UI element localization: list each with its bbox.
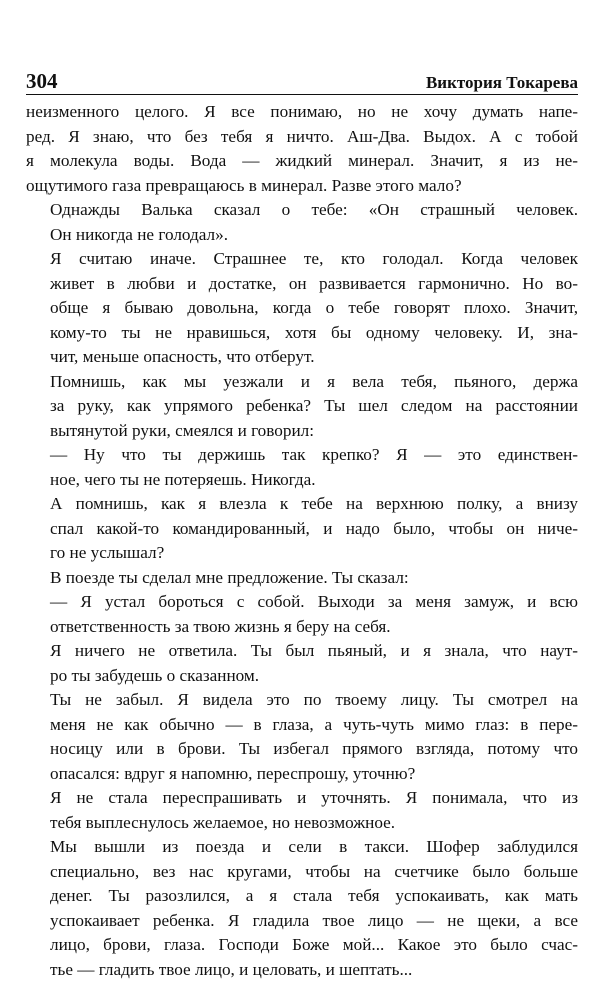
paragraph: [26, 198, 578, 247]
text-line: чит, меньше опасность, что отберут.: [26, 345, 578, 370]
text-line: — Я устал бороться с собой. Выходи за меня замуж, и всю: [26, 590, 578, 615]
text-line: кому-то ты не нравишься, хотя бы одному человеку. И, зна-: [26, 321, 578, 346]
text-line: лицо, брови, глаза. Господи Боже мой... Какое это было счас-: [26, 933, 578, 958]
text-line: Однажды Валька сказал о тебе: «Он страшный человек.: [26, 198, 578, 223]
running-head-author: Виктория Токарева: [426, 74, 578, 91]
text-line: Ты не забыл. Я видела это по твоему лицу. Ты смотрел на: [26, 688, 578, 713]
text-line: неизменного целого. Я все понимаю, но не хочу думать напе-: [26, 100, 578, 125]
paragraph: [26, 370, 578, 444]
text-line: я молекула воды. Вода — жидкий минерал. Значит, я из не-: [26, 149, 578, 174]
paragraph: [26, 786, 578, 835]
text-line: тье — гладить твое лицо, и целовать, и шептать...: [26, 958, 578, 982]
paragraph: [26, 492, 578, 566]
text-line: ро ты забудешь о сказанном.: [26, 664, 578, 689]
text-line: А помнишь, как я влезла к тебе на верхнюю полку, а внизу: [26, 492, 578, 517]
text-line: специально, вез нас кругами, чтобы на счетчике было больше: [26, 860, 578, 885]
paragraph: [26, 443, 578, 492]
book-page: [26, 64, 578, 982]
running-header: [26, 64, 578, 95]
text-line: обще я бываю довольна, когда о тебе говорят плохо. Значит,: [26, 296, 578, 321]
text-line: меня не как обычно — в глаза, а чуть-чуть мимо глаз: в пере-: [26, 713, 578, 738]
text-line: живет в любви и достатке, он развивается гармонично. Но во-: [26, 272, 578, 297]
paragraph: [26, 247, 578, 370]
paragraph: [26, 566, 578, 591]
paragraph: [26, 688, 578, 786]
text-line: Он никогда не голодал».: [26, 223, 578, 248]
text-line: ответственность за твою жизнь я беру на себя.: [26, 615, 578, 640]
text-line: ред. Я знаю, что без тебя я ничто. Аш-Два. Выдох. А с тобой: [26, 125, 578, 150]
text-line: Я ничего не ответила. Ты был пьяный, и я знала, что наут-: [26, 639, 578, 664]
text-line: ощутимого газа превращаюсь в минерал. Разве этого мало?: [26, 174, 578, 199]
text-line: Мы вышли из поезда и сели в такси. Шофер заблудился: [26, 835, 578, 860]
text-line: Я не стала переспрашивать и уточнять. Я понимала, что из: [26, 786, 578, 811]
text-line: го не услышал?: [26, 541, 578, 566]
paragraph: [26, 100, 578, 198]
text-line: носицу или в брови. Ты избегал прямого взгляда, потому что: [26, 737, 578, 762]
body-text: [26, 100, 578, 982]
text-line: Я считаю иначе. Страшнее те, кто голодал. Когда человек: [26, 247, 578, 272]
text-line: ное, чего ты не потеряешь. Никогда.: [26, 468, 578, 493]
text-line: Помнишь, как мы уезжали и я вела тебя, пьяного, держа: [26, 370, 578, 395]
text-line: В поезде ты сделал мне предложение. Ты сказал:: [26, 566, 578, 591]
paragraph: [26, 639, 578, 688]
text-line: опасался: вдруг я напомню, переспрошу, уточню?: [26, 762, 578, 787]
text-line: вытянутой руки, смеялся и говорил:: [26, 419, 578, 444]
text-line: — Ну что ты держишь так крепко? Я — это единствен-: [26, 443, 578, 468]
text-line: спал какой-то командированный, и надо было, чтобы он ниче-: [26, 517, 578, 542]
text-line: денег. Ты разозлился, а я стала тебя успокаивать, как мать: [26, 884, 578, 909]
text-line: успокаивает ребенка. Я гладила твое лицо — не щеки, а все: [26, 909, 578, 934]
text-line: за руку, как упрямого ребенка? Ты шел следом на расстоянии: [26, 394, 578, 419]
paragraph: [26, 835, 578, 982]
text-line: тебя выплеснулось желаемое, но невозможное.: [26, 811, 578, 836]
page-number: 304: [26, 71, 58, 92]
paragraph: [26, 590, 578, 639]
